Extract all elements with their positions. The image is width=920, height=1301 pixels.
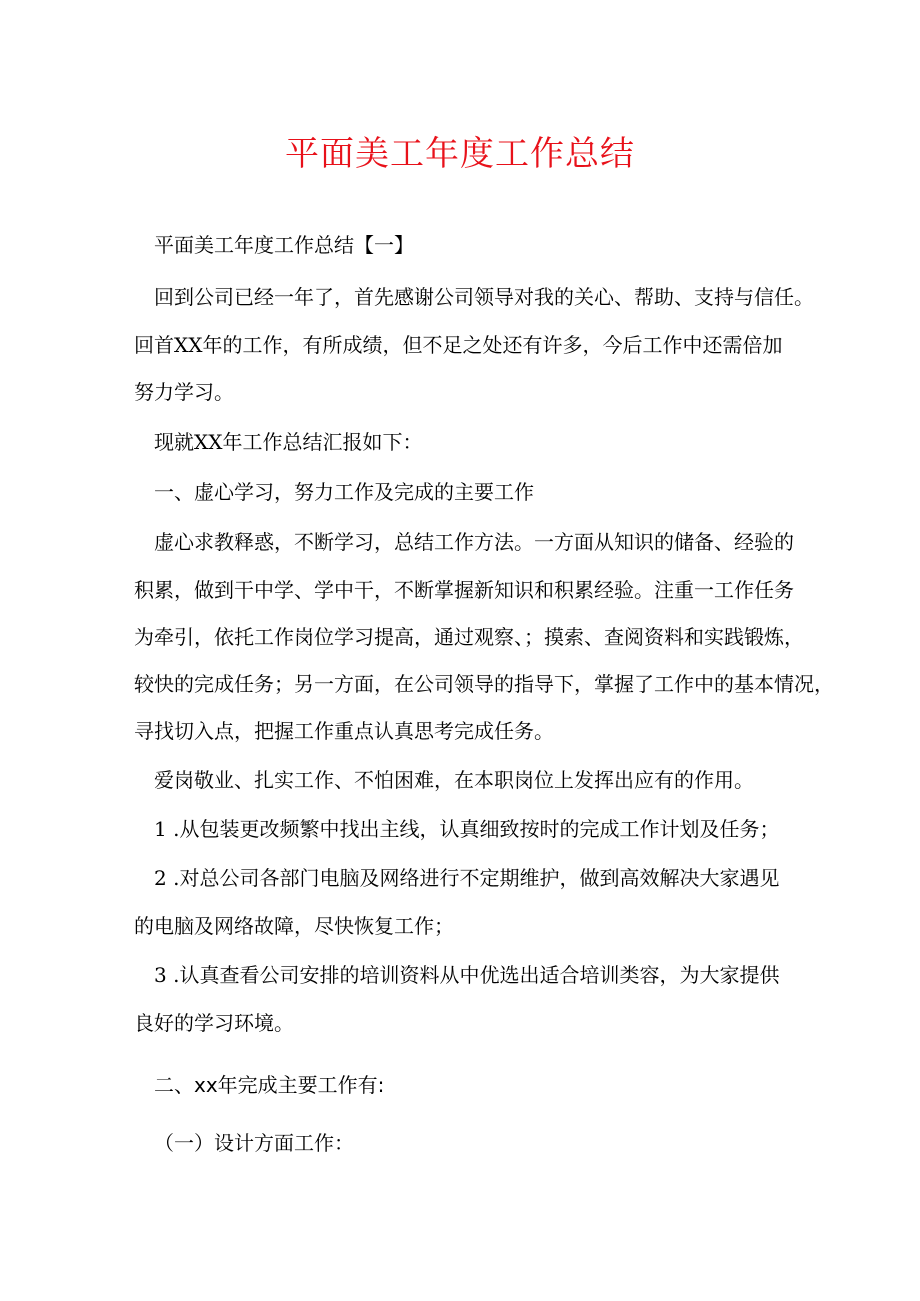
list-item-2-line-1: 2 .对总公司各部门电脑及网络进行不定期维护，做到高效解决大家遇见 bbox=[154, 866, 780, 890]
intro-line-3: 努力学习。 bbox=[134, 380, 234, 404]
heading-1: 一、虚心学习，努力工作及完成的主要工作 bbox=[154, 480, 534, 504]
paragraph-1-line-4: 较快的完成任务；另一方面，在公司领导的指导下，掌握了工作中的基本情况， bbox=[134, 672, 834, 696]
section-title: 平面美工年度工作总结【一】 bbox=[154, 233, 414, 257]
list-item-3-line-1: 3 .认真查看公司安排的培训资料从中优选出适合培训类容，为大家提供 bbox=[154, 963, 780, 987]
list-item-3-line-2: 良好的学习环境。 bbox=[134, 1011, 294, 1035]
intro-line-2: 回首XX年的工作，有所成绩，但不足之处还有许多，今后工作中还需倍加 bbox=[134, 333, 783, 357]
paragraph-1-line-2: 积累，做到干中学、学中干，不断掌握新知识和积累经验。注重一工作任务 bbox=[134, 578, 794, 602]
paragraph-1-line-3: 为牵引，依托工作岗位学习提高，通过观察、；摸索、查阅资料和实践锻炼， bbox=[134, 625, 804, 649]
list-item-2-line-2: 的电脑及网络故障，尽快恢复工作； bbox=[134, 914, 454, 938]
report-intro: 现就XX年工作总结汇报如下： bbox=[154, 430, 423, 454]
document-title: 平面美工年度工作总结 bbox=[285, 134, 635, 174]
intro-line-1: 回到公司已经一年了，首先感谢公司领导对我的关心、帮助、支持与信任。 bbox=[154, 285, 814, 309]
list-item-1: 1 .从包装更改频繁中找出主线，认真细致按时的完成工作计划及任务； bbox=[154, 817, 780, 841]
heading-2: 二、xx年完成主要工作有: bbox=[154, 1073, 385, 1097]
paragraph-1-line-1: 虚心求教释惑，不断学习，总结工作方法。一方面从知识的储备、经验的 bbox=[154, 530, 794, 554]
paragraph-1-line-5: 寻找切入点，把握工作重点认真思考完成任务。 bbox=[134, 719, 554, 743]
subheading-1: （一）设计方面工作： bbox=[154, 1131, 354, 1155]
paragraph-2: 爱岗敬业、扎实工作、不怕困难，在本职岗位上发挥出应有的作用。 bbox=[154, 768, 754, 792]
